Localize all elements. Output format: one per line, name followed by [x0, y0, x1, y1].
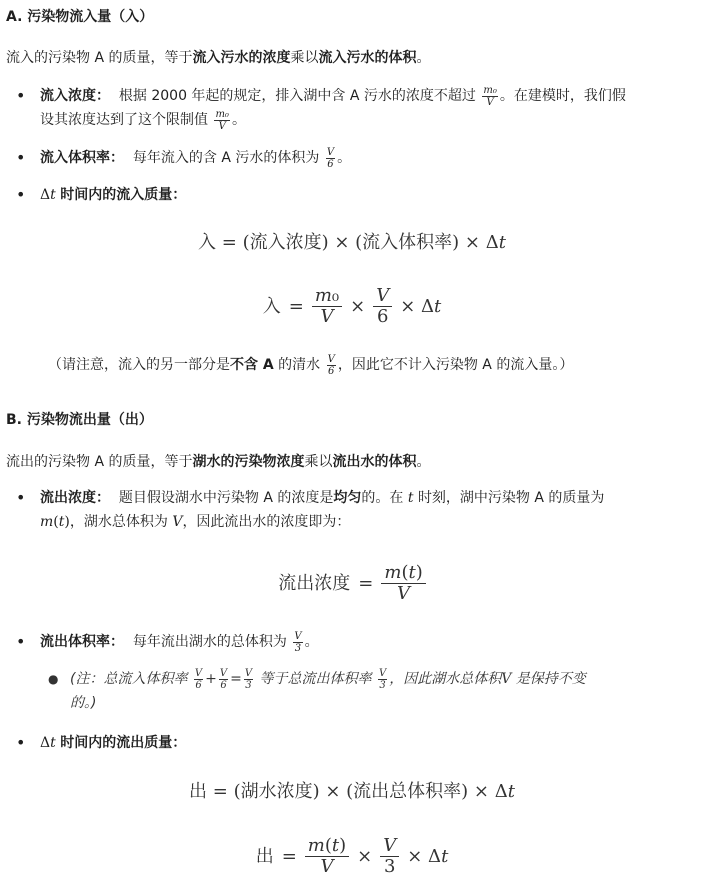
section-b-intro: 流出的污染物 A 的质量，等于湖水的污染物浓度乘以流出水的体积。	[6, 454, 431, 470]
section-b-heading: B. 污染物流出量（出）	[6, 412, 153, 428]
list-item-outflow-mass: • Δt 时间内的流出质量：	[40, 731, 698, 755]
bullet-icon: •	[16, 488, 26, 507]
sub-list-item-volume-note: ● (注：总流入体积率 $\frac{V}{6}$ + $\frac{V}{6}$ = $\frac{V}{3}$ 等于总流出体积率 $\frac{V}{3}$ ，因此湖水总体积V 是保持不变 的。)	[48, 667, 586, 711]
bullet-icon: •	[16, 148, 26, 167]
bullet-icon: •	[16, 185, 26, 204]
equation-inflow-word: 入 = (流入浓度) × (流入体积率) × Δt	[198, 232, 506, 253]
fraction-v-over-6: $\frac{V}{6}$	[327, 353, 335, 377]
fraction-m0-over-v: $\frac{\text{m₀}}{V}$	[215, 108, 229, 132]
fraction-v-over-3: $\frac{V}{3}$	[294, 630, 302, 654]
section-a-intro: 流入的污染物 A 的质量，等于流入污水的浓度乘以流入污水的体积。	[6, 50, 431, 66]
list-item-inflow-mass: • Δt 时间内的流入质量：	[40, 183, 698, 207]
fraction-v-over-6: $\frac{V}{6}$	[326, 146, 335, 170]
bullet-icon: •	[16, 733, 26, 752]
list-item-outflow-concentration: • 流出浓度： 题目假设湖水中污染物 A 的浓度是均匀的。在 t 时刻，湖中污染物 A 的质量为 m(t)，湖水总体积为 V，因此流出水的浓度即为：	[16, 488, 605, 530]
list-item-outflow-volume-rate: • 流出体积率： 每年流出湖水的总体积为 $\frac{V}{3}$ 。	[16, 630, 319, 654]
bullet-icon: ●	[48, 672, 59, 686]
list-item-inflow-concentration: • 流入浓度： 根据 2000 年起的规定，排入湖中含 A 污水的浓度不超过 $\frac{\text{m₀}}{V}$ 。在建模时，我们假 设其浓度达到了这个限制值 $\frac{\text{m₀}}{V}$ 。	[16, 84, 626, 132]
equation-outflow-concentration: 流出浓度 = $\frac{m(t)}{V}$	[0, 563, 704, 604]
fraction-m0-over-v: $\frac{\text{m₀}}{V}$	[483, 84, 497, 108]
bullet-icon: •	[16, 632, 26, 651]
equation-outflow-formula: 出 = $\frac{m(t)}{V}$ × $\frac{V}{3}$ × Δt	[255, 835, 449, 877]
section-a-heading: A. 污染物流入量（入）	[6, 9, 154, 25]
equation-outflow-word: 出 = (湖水浓度) × (流出总体积率) × Δt	[189, 781, 515, 802]
bullet-icon: •	[16, 86, 26, 105]
inflow-note: （请注意，流入的另一部分是不含 A 的清水 $\frac{V}{6}$ ，因此它不计入污染物 A 的流入量。）	[48, 353, 574, 377]
list-item-inflow-volume-rate: • 流入体积率： 每年流入的含 A 污水的体积为 $\frac{V}{6}$ 。	[16, 146, 352, 170]
equation-inflow-formula: 入 = $\frac{\text{m₀}}{V}$ × $\frac{V}{6}$ × Δt	[262, 285, 442, 327]
